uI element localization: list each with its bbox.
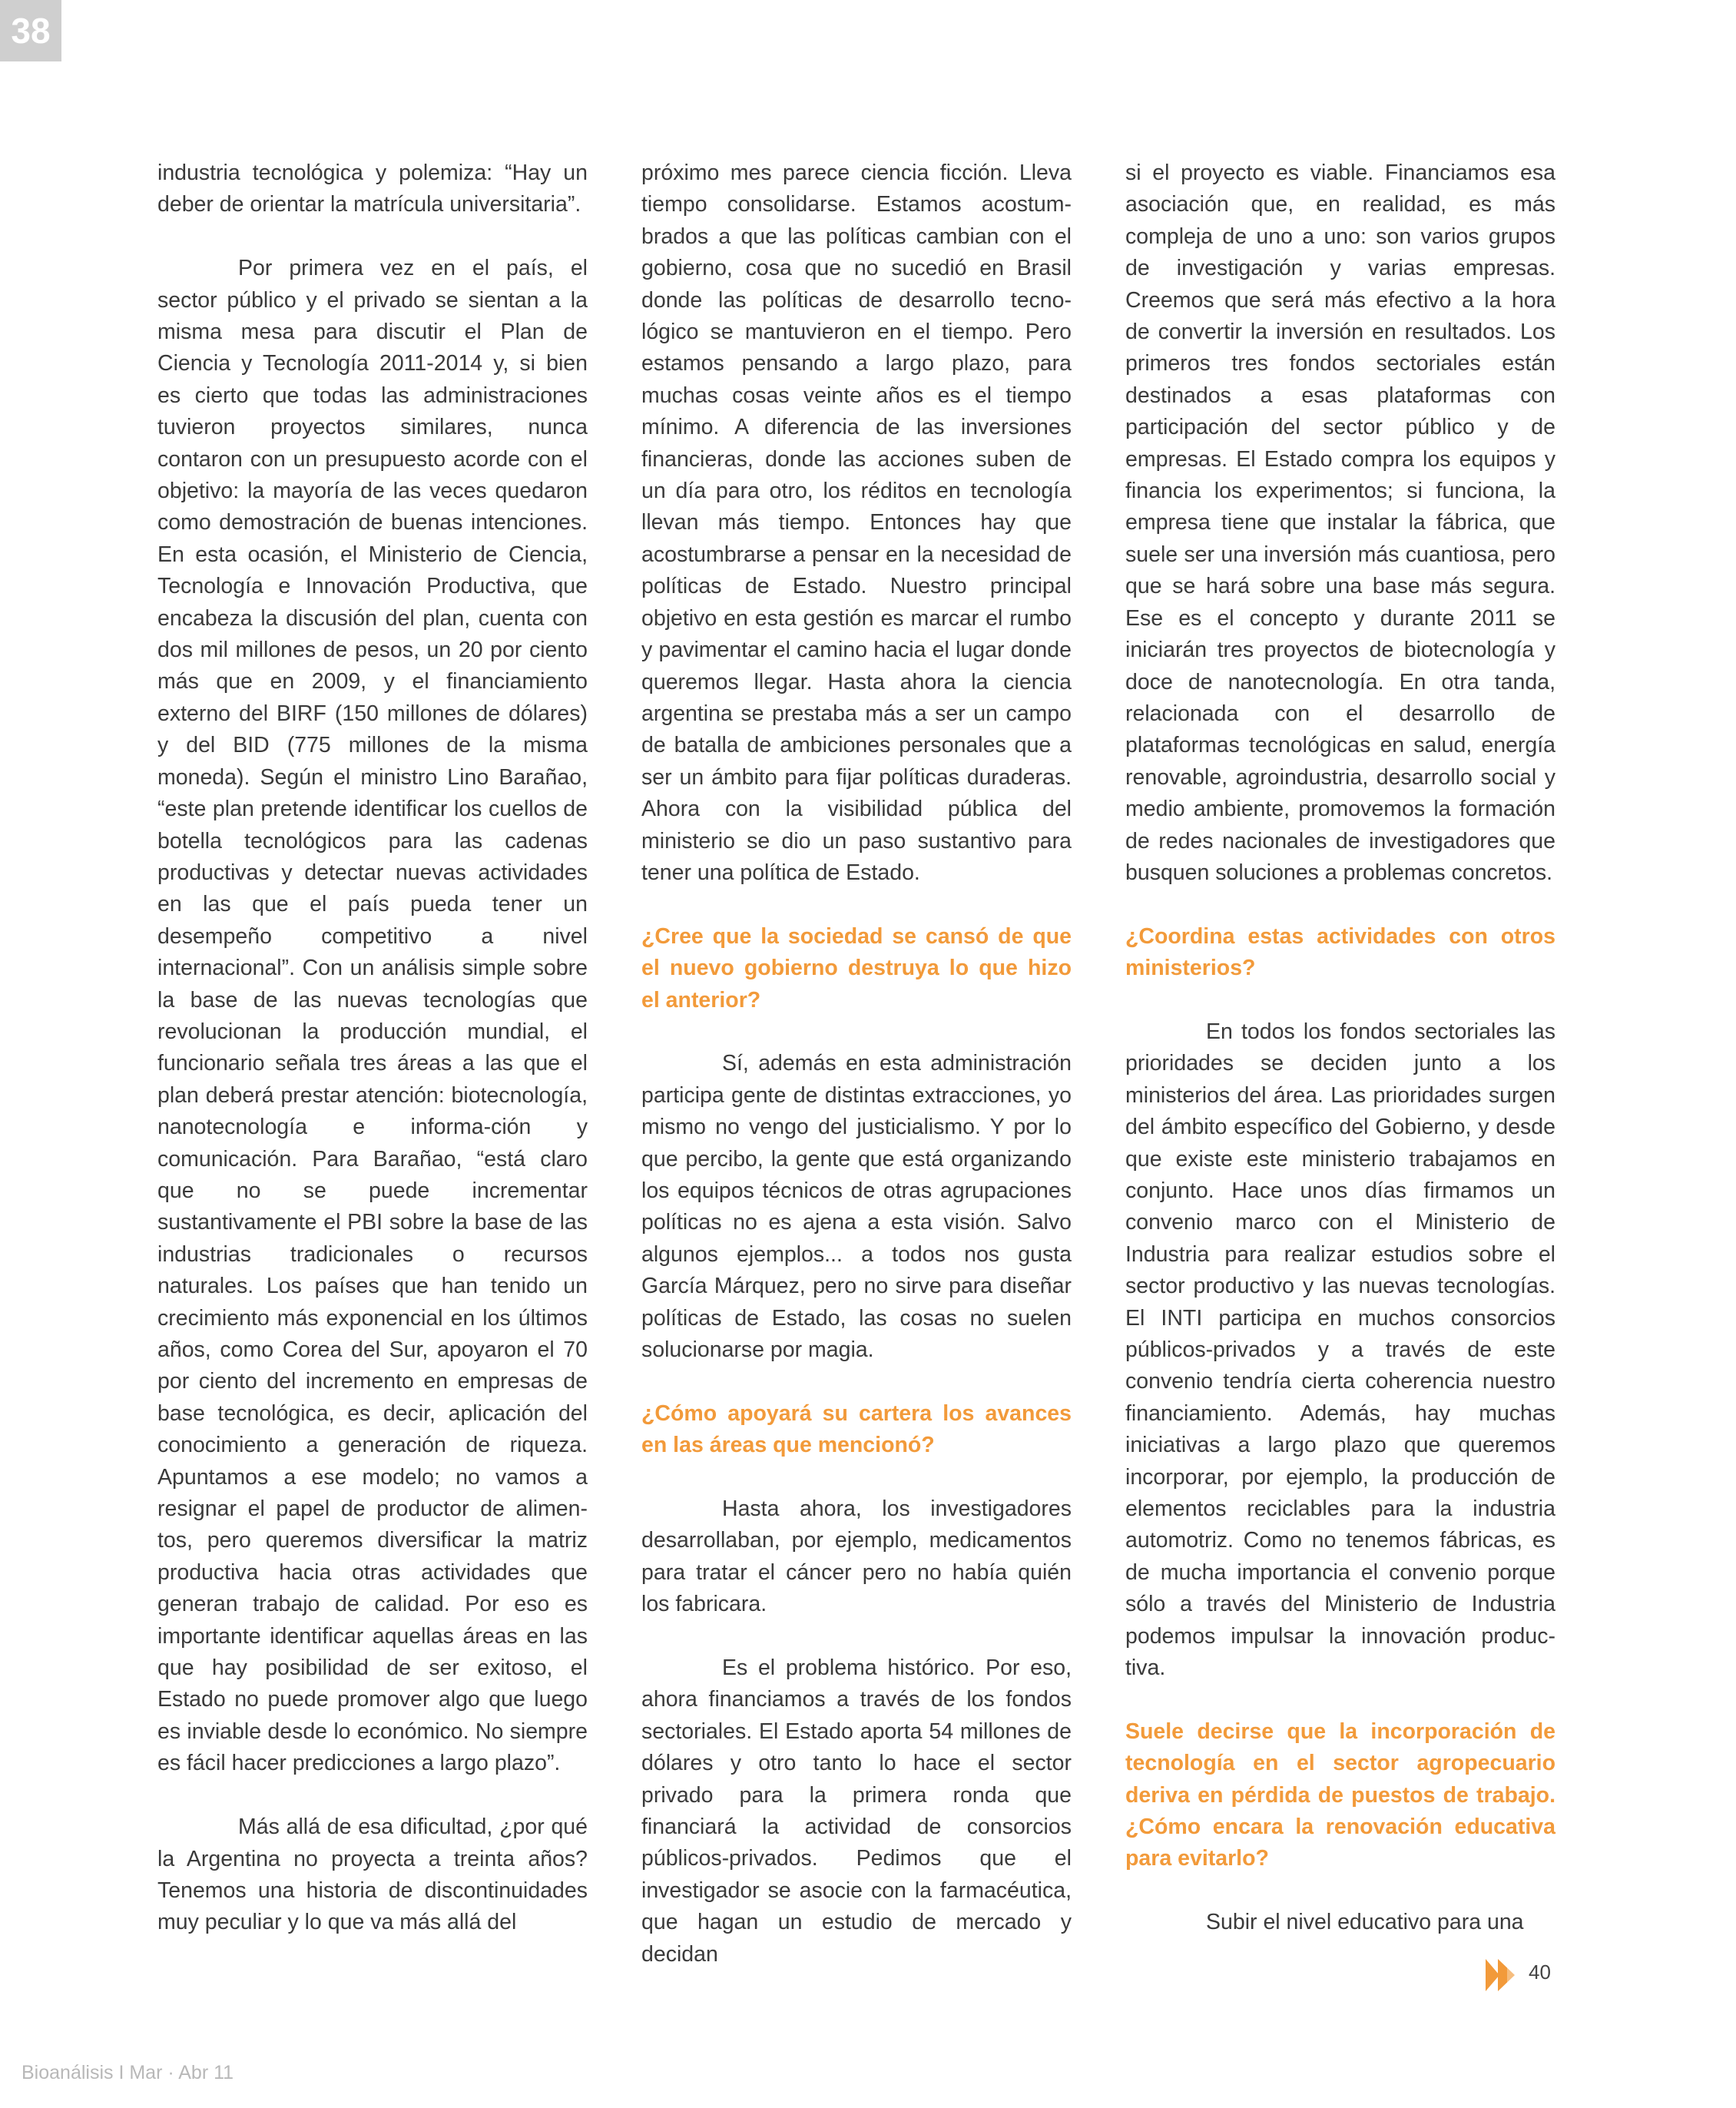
paragraph: Subir el nivel educativo para una	[1206, 1910, 1524, 1935]
text-column-3	[1125, 157, 1555, 1939]
paragraph: industria tecnológica y polemiza: “Hay un deber de orientar la matrícula universitaria”.	[157, 161, 588, 217]
paragraph: próximo mes parece ciencia ficción. Lleva tiempo consolidarse. Estamos acostum-brados a que las políticas cambian con el gobierno, cosa que no sucedió en Brasil donde las políticas de desarrollo tecno-lógico se mantuvieron en el tiempo. Pero estamos pensando a largo plazo, para muchas cosas veinte años es el tiempo mínimo. A diferencia de las inversiones financieras, donde las acciones suben de un día para otro, los réditos en tecnología llevan más tiempo. Entonces hay que acostumbrarse a pensar en la necesidad de políticas de Estado. Nuestro principal objetivo en esta gestión es marcar el rumbo y pavimentar el camino hacia el lugar donde queremos llegar. Hasta ahora la ciencia argentina se prestaba más a ser un campo de batalla de ambiciones personales que a ser un ámbito para fijar políticas duraderas. Ahora con la visibilidad pública del ministerio se dio un paso sustantivo para tener una política de Estado.	[641, 161, 1072, 885]
footer-publication: Bioanálisis I Mar · Abr 11	[22, 2062, 234, 2083]
paragraph: Más allá de esa dificultad, ¿por qué la Argentina no proyecta a treinta años? Tenemos una historia de discontinuidades muy peculiar y lo que va más allá del	[157, 1815, 588, 1935]
next-page-number: 40	[1529, 1961, 1551, 1984]
text-column-2	[641, 157, 1072, 1970]
page-number-badge: 38	[0, 0, 61, 61]
paragraph: si el proyecto es viable. Financiamos esa asociación que, en realidad, es más compleja de uno a uno: son varios grupos de investigación y varias empresas. Creemos que será más efectivo a la hora de convertir la inversión en resultados. Los primeros tres fondos sectoriales están destinados a esas plataformas con participación del sector público y de empresas. El Estado compra los equipos y financia los experimentos; si funciona, la empresa tiene que instalar la fábrica, que suele ser una inversión más cuantiosa, pero que se hará sobre una base más segura. Ese es el concepto y durante 2011 se iniciarán tres proyectos de biotecnología y doce de nanotecnología. En otra tanda, relacionada con el desarrollo de plataformas tecnológicas en salud, energía renovable, agroindustria, desarrollo social y medio ambiente, promovemos la formación de redes nacionales de investigadores que busquen soluciones a problemas concretos.	[1125, 161, 1555, 885]
paragraph: Sí, además en esta administración participa gente de distintas extracciones, yo mismo no vengo del justicialismo. Y por lo que percibo, la gente que está organizando los equipos técnicos de otras agrupaciones políticas no es ajena a esta visión. Salvo algunos ejemplos... a todos nos gusta García Márquez, pero no sirve para diseñar políticas de Estado, las cosas no suelen solucionarse por magia.	[641, 1051, 1072, 1362]
interview-question: ¿Cómo apoyará su cartera los avances en las áreas que mencionó?	[641, 1400, 1072, 1458]
interview-question: ¿Cree que la sociedad se cansó de que el nuevo gobierno destruya lo que hizo el anterior?	[641, 923, 1072, 1013]
text-column-1	[157, 157, 588, 1939]
interview-question: ¿Coordina estas actividades con otros ministerios?	[1125, 923, 1555, 981]
next-page-arrow-icon[interactable]	[1484, 1957, 1522, 1993]
interview-question: Suele decirse que la incorporación de tecnología en el sector agropecuario deriva en pérdida de puestos de trabajo. ¿Cómo encara la renovación educativa para evitarlo?	[1125, 1719, 1555, 1871]
paragraph: Hasta ahora, los investigadores desarrollaban, por ejemplo, medicamentos para tratar el cáncer pero no había quién los fabricara.	[641, 1496, 1072, 1617]
paragraph: En todos los fondos sectoriales las prioridades se deciden junto a los ministerios del área. Las prioridades surgen del ámbito específico del Gobierno, y desde que existe este ministerio trabajamos en conjunto. Hace unos días firmamos un convenio marco con el Ministerio de Industria para realizar estudios sobre el sector productivo y las nuevas tecnologías. El INTI participa en muchos consorcios públicos-privados y a través de este convenio tendría cierta coherencia nuestro financiamiento. Además, hay muchas iniciativas a largo plazo que queremos incorporar, por ejemplo, la producción de elementos reciclables para la industria automotriz. Como no tenemos fábricas, es de mucha importancia el convenio porque sólo a través del Ministerio de Industria podemos impulsar la innovación produc-tiva.	[1125, 1019, 1555, 1681]
paragraph: Es el problema histórico. Por eso, ahora financiamos a través de los fondos sectoriales. El Estado aporta 54 millones de dólares y otro tanto lo hace el sector privado para la primera ronda que financiará la actividad de consorcios públicos-privados. Pedimos que el investigador se asocie con la farmacéutica, que hagan un estudio de mercado y decidan	[641, 1656, 1072, 1967]
paragraph: Por primera vez en el país, el sector público y el privado se sientan a la misma mesa para discutir el Plan de Ciencia y Tecnología 2011-2014 y, si bien es cierto que todas las administraciones tuvieron proyectos similares, nunca contaron con un presupuesto acorde con el objetivo: la mayoría de las veces quedaron como demostración de buenas intenciones. En esta ocasión, el Ministerio de Ciencia, Tecnología e Innovación Productiva, que encabeza la discusión del plan, cuenta con dos mil millones de pesos, un 20 por ciento más que en 2009, y el financiamiento externo del BIRF (150 millones de dólares) y del BID (775 millones de la misma moneda). Según el ministro Lino Barañao, “este plan pretende identificar los cuellos de botella tecnológicos para las cadenas productivas y detectar nuevas actividades en las que el país pueda tener un desempeño competitivo a nivel internacional”. Con un análisis simple sobre la base de las nuevas tecnologías que revolucionan la producción mundial, el funcionario señala tres áreas a las que el plan deberá prestar atención: biotecnología, nanotecnología e informa-ción y comunicación. Para Barañao, “está claro que no se puede incrementar sustantivamente el PBI sobre la base de las industrias tradicionales o recursos naturales. Los países que han tenido un crecimiento más exponencial en los últimos años, como Corea del Sur, apoyaron el 70 por ciento del incremento en empresas de base tecnológica, es decir, aplicación del conocimiento a generación de riqueza. Apuntamos a ese modelo; no vamos a resignar el papel de productor de alimen-tos, pero queremos diversificar la matriz productiva hacia otras actividades que generan trabajo de calidad. Por eso es importante identificar aquellas áreas en las que hay posibilidad de ser exitoso, el Estado no puede promover algo que luego es inviable desde lo económico. No siempre es fácil hacer predicciones a largo plazo”.	[157, 256, 588, 1776]
